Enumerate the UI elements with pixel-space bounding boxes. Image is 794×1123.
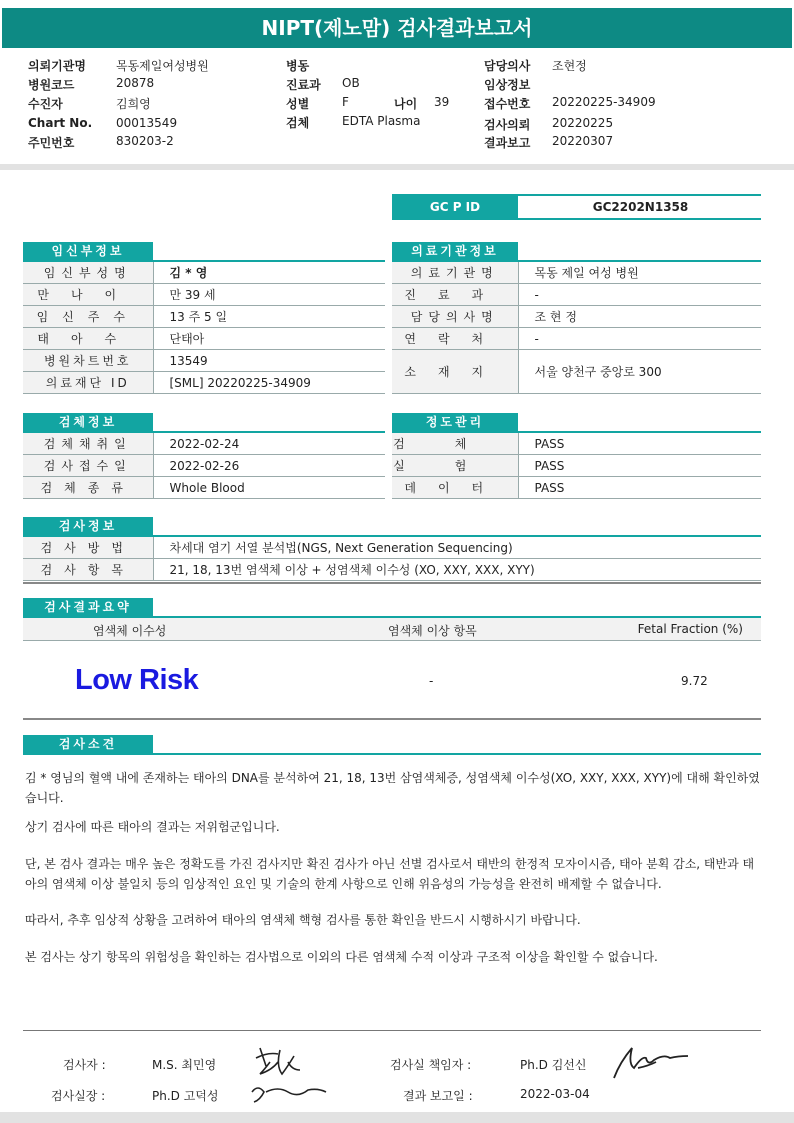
pregnant-value: [SML] 20220225-34909 bbox=[153, 372, 385, 394]
pregnant-value: 단태아 bbox=[153, 328, 385, 350]
report-title: NIPT(제노맘) 검사결과보고서 bbox=[2, 8, 792, 48]
institution-value: 서울 양천구 중앙로 300 bbox=[518, 350, 761, 394]
institution-value: 목동 제일 여성 병원 bbox=[518, 262, 761, 284]
table-row bbox=[23, 262, 385, 284]
specimen-key: 검체종류 bbox=[23, 477, 153, 499]
tester-label: 검사자 : bbox=[63, 1058, 106, 1072]
pregnant-table bbox=[23, 262, 385, 394]
report-date-footer-label: 결과 보고일 : bbox=[403, 1089, 473, 1103]
pregnant-key: 병원차트번호 bbox=[23, 350, 153, 372]
institution-key: 소재지 bbox=[392, 350, 518, 394]
receipt-no-label: 접수번호 bbox=[484, 97, 531, 111]
sex-value: F bbox=[342, 95, 349, 109]
pregnant-value: 만 39 세 bbox=[153, 284, 385, 306]
pregnant-value: 김 * 영 bbox=[153, 262, 385, 284]
table-row bbox=[392, 350, 761, 394]
table-row bbox=[23, 433, 385, 455]
summary-col-aneuploidy: 염색체 이수성 bbox=[93, 624, 167, 638]
institution-section-title: 의료기관정보 bbox=[392, 242, 518, 260]
pregnant-key: 의료재단 ID bbox=[23, 372, 153, 394]
lab-head-value: Ph.D 고덕성 bbox=[152, 1089, 219, 1103]
specimen-table bbox=[23, 433, 385, 499]
institution-key: 담당의사명 bbox=[392, 306, 518, 328]
pregnant-value: 13549 bbox=[153, 350, 385, 372]
header-col-3 bbox=[484, 57, 744, 157]
table-row bbox=[23, 350, 385, 372]
ward-label: 병동 bbox=[286, 59, 310, 73]
qc-key: 데이터 bbox=[392, 477, 518, 499]
gcp-label: GC P ID bbox=[392, 196, 518, 218]
findings-paragraph: 본 검사는 상기 항목의 위험성을 확인하는 검사법으로 이외의 다른 염색체 수적 이상과 구조적 이상을 확인할 수 없습니다. bbox=[25, 950, 658, 964]
table-row bbox=[392, 284, 761, 306]
tester-value: M.S. 최민영 bbox=[152, 1058, 217, 1072]
findings-paragraph: 단, 본 검사 결과는 매우 높은 정확도를 가진 검사지만 확진 검사가 아닌 선별 검사로서 태반의 한정적 모자이시즘, 태아 분획 감소, 태반과 태아의 염색체 이상 불일치 등의 임상적인 요인 및 기술의 한계 사항으로 인해 위음성의 가능성을 완전히 배제할 수 없습니다. bbox=[25, 857, 755, 891]
qc-value: PASS bbox=[518, 477, 761, 499]
specimen-key: 검사접수일 bbox=[23, 455, 153, 477]
summary-fetal-fraction-value: 9.72 bbox=[681, 674, 708, 688]
table-row bbox=[23, 284, 385, 306]
table-row bbox=[392, 262, 761, 284]
pregnant-key: 만나이 bbox=[23, 284, 153, 306]
age-label: 나이 bbox=[394, 97, 418, 111]
resident-no-value: 830203-2 bbox=[116, 134, 174, 148]
summary-section-title: 검사결과요약 bbox=[23, 598, 153, 616]
table-row bbox=[23, 559, 761, 581]
pregnant-key: 임신주수 bbox=[23, 306, 153, 328]
header-col-2 bbox=[286, 57, 466, 137]
pregnant-key: 임신부성명 bbox=[23, 262, 153, 284]
institution-value: - bbox=[518, 284, 761, 306]
qc-table bbox=[392, 433, 761, 499]
table-row bbox=[23, 328, 385, 350]
summary-header-row bbox=[23, 618, 761, 641]
examinee-label: 수진자 bbox=[28, 97, 63, 111]
specimen-label: 검체 bbox=[286, 116, 310, 130]
institution-value: - bbox=[518, 328, 761, 350]
test-value: 21, 18, 13번 염색체 이상 + 성염색체 이수성 (XO, XXY, XXX, XYY) bbox=[153, 559, 761, 581]
table-row bbox=[23, 537, 761, 559]
summary-result: Low Risk bbox=[75, 664, 199, 696]
gcp-value: GC2202N1358 bbox=[592, 200, 689, 214]
test-key: 검사방법 bbox=[23, 537, 153, 559]
table-row bbox=[23, 306, 385, 328]
report-date-label: 결과보고 bbox=[484, 136, 531, 150]
hospital-code-value: 20878 bbox=[116, 76, 155, 90]
report-date-value: 20220307 bbox=[552, 134, 614, 148]
age-value: 39 bbox=[434, 95, 450, 109]
test-section-title: 검사정보 bbox=[23, 517, 153, 535]
qc-section-title: 정도관리 bbox=[392, 413, 518, 431]
test-value: 차세대 염기 서열 분석법(NGS, Next Generation Sequencing) bbox=[153, 537, 761, 559]
table-row bbox=[23, 372, 385, 394]
pregnant-value: 13 주 5 일 bbox=[153, 306, 385, 328]
lab-manager-signature-icon bbox=[608, 1038, 694, 1084]
department-value: OB bbox=[342, 76, 360, 90]
institution-key: 의료기관명 bbox=[392, 262, 518, 284]
findings-paragraph: 김 * 영님의 혈액 내에 존재하는 태아의 DNA를 분석하여 21, 18, 13번 삼염색체증, 성염색체 이수성(XO, XXY, XXX, XYY)에 대해 확인하였습니다. bbox=[25, 771, 760, 805]
request-date-value: 20220225 bbox=[552, 116, 614, 130]
findings-section-title: 검사소견 bbox=[23, 735, 153, 753]
test-table bbox=[23, 537, 761, 581]
qc-key: 실험 bbox=[392, 455, 518, 477]
summary-abnormal-value: - bbox=[429, 674, 434, 688]
qc-value: PASS bbox=[518, 455, 761, 477]
findings-paragraph: 상기 검사에 따른 태아의 결과는 저위험군입니다. bbox=[25, 820, 280, 834]
clinical-info-label: 임상정보 bbox=[484, 78, 531, 92]
tester-signature-icon bbox=[248, 1036, 328, 1116]
institution-key: 연락처 bbox=[392, 328, 518, 350]
qc-key: 검체 bbox=[392, 433, 518, 455]
table-row bbox=[392, 328, 761, 350]
signature-divider bbox=[23, 1030, 761, 1031]
receipt-no-value: 20220225-34909 bbox=[552, 95, 656, 109]
sex-label: 성별 bbox=[286, 97, 310, 111]
test-bottom-line bbox=[23, 582, 761, 584]
test-key: 검사항목 bbox=[23, 559, 153, 581]
header-divider bbox=[0, 164, 794, 170]
table-row bbox=[392, 477, 761, 499]
doctor-value: 조현정 bbox=[552, 59, 587, 73]
table-row bbox=[392, 433, 761, 455]
ordering-hospital-label: 의뢰기관명 bbox=[28, 59, 86, 73]
specimen-key: 검체채취일 bbox=[23, 433, 153, 455]
table-row bbox=[392, 306, 761, 328]
institution-value: 조 현 정 bbox=[518, 306, 761, 328]
resident-no-label: 주민번호 bbox=[28, 136, 75, 150]
pregnant-section-title: 임신부정보 bbox=[23, 242, 153, 260]
gcp-bottom-line bbox=[392, 218, 761, 220]
table-row bbox=[392, 455, 761, 477]
table-row bbox=[23, 477, 385, 499]
table-row bbox=[23, 455, 385, 477]
lab-manager-label: 검사실 책임자 : bbox=[390, 1058, 472, 1072]
institution-key: 진료과 bbox=[392, 284, 518, 306]
request-date-label: 검사의뢰 bbox=[484, 118, 531, 132]
summary-col-abnormal: 염색체 이상 항목 bbox=[388, 624, 477, 638]
findings-section-line bbox=[23, 753, 761, 755]
report-date-footer-value: 2022-03-04 bbox=[520, 1087, 590, 1101]
ordering-hospital-value: 목동제일여성병원 bbox=[116, 59, 209, 73]
chart-no-value: 00013549 bbox=[116, 116, 178, 130]
specimen-value: Whole Blood bbox=[153, 477, 385, 499]
examinee-value: 김희영 bbox=[116, 97, 151, 111]
specimen-value: 2022-02-24 bbox=[153, 433, 385, 455]
qc-value: PASS bbox=[518, 433, 761, 455]
footer-bar bbox=[0, 1112, 794, 1123]
chart-no-label: Chart No. bbox=[28, 116, 93, 130]
summary-col-fetal-fraction: Fetal Fraction (%) bbox=[637, 622, 743, 636]
specimen-value: EDTA Plasma bbox=[342, 114, 421, 128]
doctor-label: 담당의사 bbox=[484, 59, 531, 73]
department-label: 진료과 bbox=[286, 78, 321, 92]
header-col-1 bbox=[28, 57, 278, 157]
specimen-section-title: 검체정보 bbox=[23, 413, 153, 431]
hospital-code-label: 병원코드 bbox=[28, 78, 75, 92]
summary-bottom-line bbox=[23, 718, 761, 720]
institution-table bbox=[392, 262, 761, 394]
lab-manager-value: Ph.D 김선신 bbox=[520, 1058, 587, 1072]
specimen-value: 2022-02-26 bbox=[153, 455, 385, 477]
lab-head-label: 검사실장 : bbox=[51, 1089, 106, 1103]
findings-paragraph: 따라서, 추후 임상적 상황을 고려하여 태아의 염색체 핵형 검사를 통한 확인을 반드시 시행하시기 바랍니다. bbox=[25, 913, 581, 927]
pregnant-key: 태아수 bbox=[23, 328, 153, 350]
